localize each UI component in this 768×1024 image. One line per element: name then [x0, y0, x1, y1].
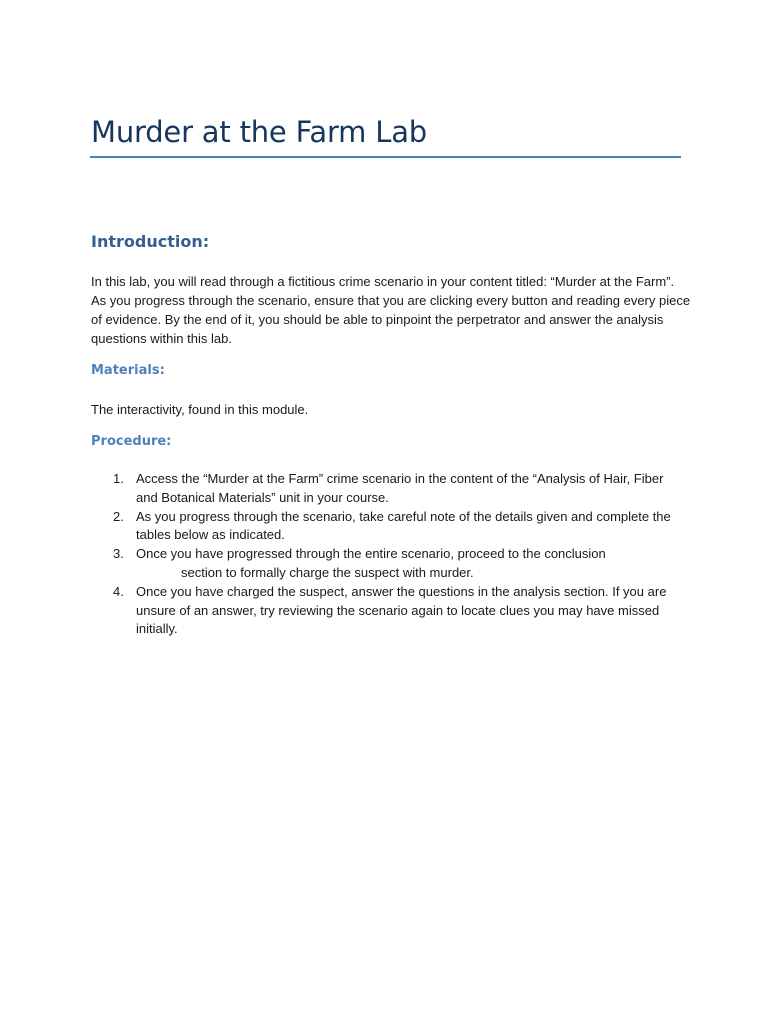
introduction-paragraph: In this lab, you will read through a fictitious crime scenario in your content titled: “Murder at the Farm”. As you progress through the scenario, ensure that you are clicking every button and reading every piece of evidence. By the end of it, you should be able to pinpoint the perpetrator and answer the analysis questions within this lab. [91, 274, 691, 346]
procedure-step-number: 4. [113, 583, 124, 599]
procedure-step-number: 3. [113, 546, 124, 562]
procedure-step-text: Access the “Murder at the Farm” crime scenario in the content of the “Analysis of Hair, Fiber and Botanical Materials” unit in your course. [136, 471, 664, 505]
procedure-step-text: As you progress through the scenario, take careful note of the details given and complete the tables below as indicated. [136, 508, 671, 543]
procedure-step-2 [0, 508, 768, 546]
document-title: Murder at the Farm Lab [91, 115, 427, 149]
procedure-heading: Procedure: [91, 434, 172, 449]
procedure-step-text: Once you have charged the suspect, answer the questions in the analysis section. If you are unsure of an answer, try reviewing the scenario again to locate clues you may have missed initially. [136, 583, 667, 637]
introduction-heading: Introduction: [91, 232, 210, 251]
procedure-step-4 [0, 583, 768, 639]
procedure-step-text [136, 545, 681, 583]
procedure-step-text-line-indented: section to formally charge the suspect with murder. [181, 564, 474, 580]
title-underline [90, 156, 681, 158]
procedure-step-text-line: Once you have progressed through the entire scenario, proceed to the conclusion [136, 546, 606, 562]
materials-heading: Materials: [91, 363, 165, 378]
procedure-step-number: 1. [113, 471, 124, 486]
materials-paragraph: The interactivity, found in this module. [91, 402, 309, 417]
procedure-step-number: 2. [113, 508, 124, 524]
procedure-list [0, 470, 768, 639]
procedure-step-1 [0, 470, 768, 508]
procedure-step-3 [0, 545, 768, 583]
